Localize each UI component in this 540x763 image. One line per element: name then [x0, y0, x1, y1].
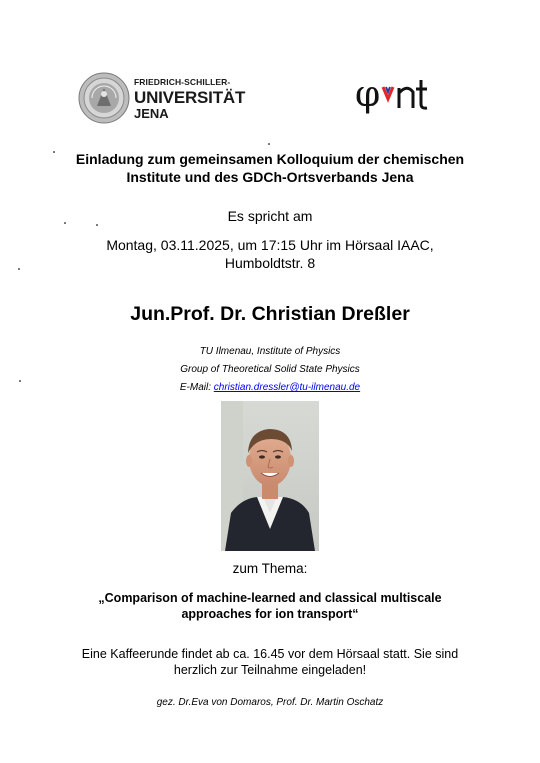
svg-text:φ: φ — [355, 76, 381, 115]
scan-speck — [53, 151, 55, 153]
scan-speck — [64, 222, 66, 224]
phint-logo-icon — [355, 76, 450, 124]
talk-title — [0, 590, 540, 622]
university-logo — [78, 72, 246, 126]
email-label: E-Mail: — [179, 382, 214, 393]
scan-speck — [96, 224, 98, 226]
speaks-on-label: Es spricht am — [227, 208, 313, 224]
topic-label: zum Thema: — [232, 561, 308, 576]
event-address-line: Humboldtstr. 8 — [224, 255, 316, 271]
invitation-heading-line2: Institute und des GDCh-Ortsverbands Jena — [126, 169, 414, 185]
speaker-email-link[interactable]: christian.dressler@tu-ilmenau.de — [213, 382, 361, 393]
scan-speck — [268, 143, 270, 145]
talk-title-line2: approaches for ion transport“ — [181, 607, 359, 621]
speaker-photo — [221, 401, 319, 551]
scan-speck — [18, 268, 20, 270]
coffee-note-line1: Eine Kaffeerunde findet ab ca. 16.45 vor dem Hörsaal statt. Sie sind — [81, 647, 459, 661]
invitation-heading-line1: Einladung zum gemeinsamen Kolloquium der chemischen — [75, 151, 465, 167]
university-name-line1: FRIEDRICH-SCHILLER- — [134, 77, 231, 87]
scan-speck — [19, 380, 21, 382]
university-seal-icon — [78, 72, 130, 124]
speaker-affiliation-group: Group of Theoretical Solid State Physics — [180, 364, 360, 375]
partner-logo — [355, 76, 450, 124]
university-name-line2: UNIVERSITÄT — [134, 87, 246, 107]
coffee-note-line2: herzlich zur Teilnahme eingeladen! — [173, 663, 367, 677]
university-name-line3: JENA — [134, 105, 169, 121]
signature-line: gez. Dr.Eva von Domaros, Prof. Dr. Martin Oschatz — [156, 697, 384, 708]
event-date-venue — [0, 236, 540, 272]
coffee-note — [0, 646, 540, 678]
event-date-line: Montag, 03.11.2025, um 17:15 Uhr im Hörsaal IAAC, — [106, 237, 434, 253]
university-wordmark — [134, 78, 245, 120]
speaker-email-line — [0, 382, 540, 394]
speaker-affiliation-institute: TU Ilmenau, Institute of Physics — [199, 346, 341, 357]
talk-title-line1: „Comparison of machine-learned and classical multiscale — [98, 591, 442, 605]
invitation-heading — [0, 150, 540, 186]
speaker-name: Jun.Prof. Dr. Christian Dreßler — [130, 303, 410, 325]
